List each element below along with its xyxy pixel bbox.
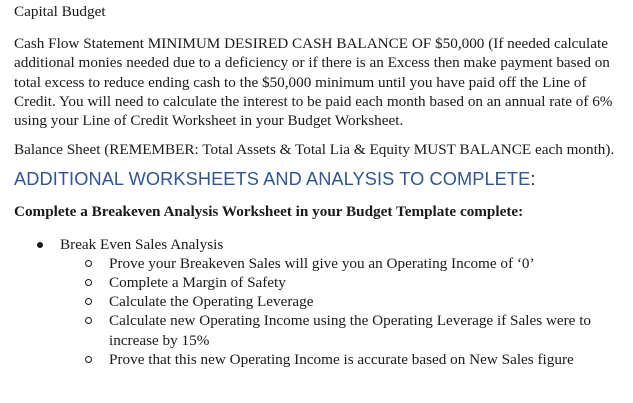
sub-item-text: Prove your Breakeven Sales will give you an Operating Income of ‘0’ xyxy=(109,254,535,272)
circle-bullet-icon xyxy=(85,356,92,363)
sub-item-text: Calculate the Operating Leverage xyxy=(109,293,314,311)
section-heading xyxy=(14,168,626,190)
sub-item-text: Calculate new Operating Income using the Operating Leverage if Sales were to increase by 15% xyxy=(109,312,592,349)
document-body xyxy=(14,0,626,369)
circle-bullet-icon xyxy=(85,317,92,324)
section-heading-text: ADDITIONAL WORKSHEETS AND ANALYSIS TO COMPLETE xyxy=(14,169,531,190)
sub-list-item xyxy=(60,311,626,349)
circle-bullet-icon xyxy=(85,298,92,305)
cash-flow-paragraph: Cash Flow Statement MINIMUM DESIRED CASH BALANCE OF $50,000 (If needed calculate additional monies needed due to a deficiency or if there is an Excess then make payment based on total excess to reduce ending cash to the $50,000 minimum until you have paid off the Line of Credit. You will need to calculate the interest to be paid each month based on an annual rate of 6% using your Line of Credit Worksheet in your Budget Worksheet. xyxy=(14,35,613,130)
circle-bullet-icon xyxy=(85,260,92,267)
circle-bullet-icon xyxy=(85,279,92,286)
sub-list-item xyxy=(60,350,626,369)
bullet-label: Break Even Sales Analysis xyxy=(60,235,224,253)
bullet-list xyxy=(14,235,626,369)
balance-sheet-paragraph: Balance Sheet (REMEMBER: Total Assets & Total Lia & Equity MUST BALANCE each month). xyxy=(14,141,615,159)
sub-item-text: Prove that this new Operating Income is accurate based on New Sales figure xyxy=(109,350,574,368)
breakeven-instruction: Complete a Breakeven Analysis Worksheet in your Budget Template complete: xyxy=(14,203,524,221)
sub-item-text: Complete a Margin of Safety xyxy=(109,274,286,292)
sub-list-item xyxy=(60,273,626,292)
bullet-item xyxy=(14,235,626,369)
bullet-dot-icon xyxy=(37,242,43,248)
sub-bullet-list xyxy=(60,254,626,369)
document-title: Capital Budget xyxy=(14,3,106,20)
sub-list-item xyxy=(60,254,626,273)
sub-list-item xyxy=(60,292,626,311)
section-heading-colon: : xyxy=(530,169,536,190)
